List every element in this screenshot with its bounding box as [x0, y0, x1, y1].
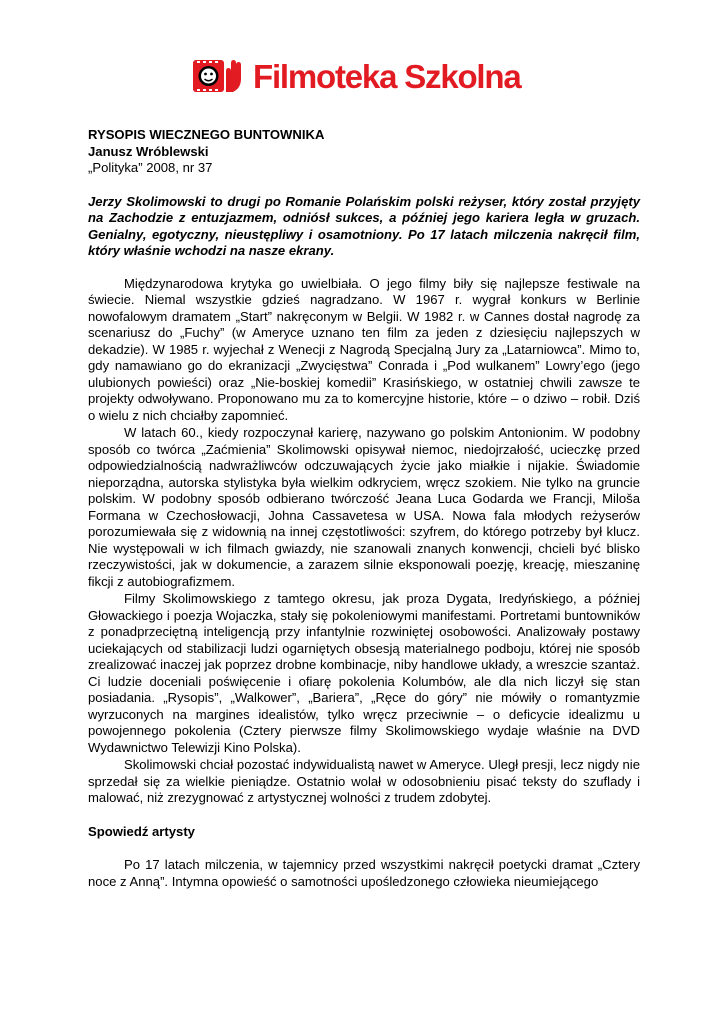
body-paragraph: Międzynarodowa krytyka go uwielbiała. O jego filmy biły się najlepsze festiwale na świecie. Niemal wszystkie gdzieś nagradzano. W 1967 r. wygrał konkurs w Berlinie nowofalowym dramatem „Start” nakręconym w Belgii. W 1982 r. w Cannes dostał nagrodę za scenariusz do „Fuchy” (w Ameryce uznano ten film za jeden z dziesięciu najlepszych w dekadzie). W 1985 r. wyjechał z Wenecji z Nagrodą Specjalną Jury za „Latarniowca”. Mimo to, gdy namawiano go do ekranizacji „Zwycięstwa” Conrada i „Pod wulkanem” Lowry’ego (jego ulubionych powieści) oraz „Nie-boskiej komedii” Krasińskiego, w ostatniej chwili zawsze te projekty odwoływano. Proponowano mu za to komercyjne historie, które – o dziwo – robił. Dziś o wielu z nich chciałby zapomnieć. [88, 275, 640, 423]
filmoteka-logo-mark-icon [193, 57, 251, 95]
header-logo [193, 55, 521, 97]
article [88, 127, 640, 891]
article-body [88, 276, 640, 807]
article-lead: Jerzy Skolimowski to drugi po Romanie Polańskim polski reżyser, który został przyjęty na Zachodzie z entuzjazmem, odniósł sukces, a później jego kariera legła w gruzach. Genialny, egotyczny, nieustępliwy i osamotniony. Po 17 latach milczenia nakręcił film, który właśnie wchodzi na nasze ekrany. [88, 193, 640, 258]
body-paragraph: Skolimowski chciał pozostać indywidualistą nawet w Ameryce. Uległ presji, lecz nigdy nie sprzedał się za wielkie pieniądze. Ostatnio wolał w odosobnieniu pisać teksty do szuflady i malować, niż zrezygnować z artystycznej wolności z trudem zdobytej. [88, 757, 640, 805]
section-heading: Spowiedź artysty [88, 823, 195, 839]
body-paragraph: Filmy Skolimowskiego z tamtego okresu, jak proza Dygata, Iredyńskiego, a później Głowackiego i poezja Wojaczka, stały się pokoleniowymi manifestami. Portretami buntowników z ponadprzeciętną inteligencją przy infantylnie rozwiniętej osobowości. Analizowały postawy uciekających od stabilizacji ludzi ogarniętych obsesją materialnego podboju, której nie sposób zrealizować inaczej jak poprzez drobne kombinacje, niby handlowe układy, a wreszcie szantaż. Ci ludzie doceniali poświęcenie i ofiarę pokolenia Kolumbów, ale dla nich liczył się stan posiadania. „Rysopis”, „Walkower”, „Bariera”, „Ręce do góry” nie mówiły o romantyzmie wyrzuconych na margines idealistów, tylko wręcz przeciwnie – o deficycie idealizmu u powojennego pokolenia (Cztery pierwsze filmy Skolimowskiego wydaje właśnie na DVD Wydawnictwo Telewizji Kino Polska). [88, 591, 640, 755]
article-title: RYSOPIS WIECZNEGO BUNTOWNIKA [88, 127, 325, 142]
article-author: Janusz Wróblewski [88, 143, 209, 159]
body-paragraph: W latach 60., kiedy rozpoczynał karierę, nazywano go polskim Antonionim. W podobny sposób co twórca „Zaćmienia” Skolimowski opisywał niemoc, niedojrzałość, ucieczkę przed odpowiedzialnością nadwrażliwców odczuwających życie jako miałkie i nijakie. Świadomie nieporządna, autorska stylistyka była wielkim odkryciem, wręcz szokiem. Nie tylko na gruncie polskim. W podobny sposób odbierano twórczość Jeana Luca Godarda we Francji, Miloša Formana w Czechosłowacji, Johna Cassavetesa w USA. Nowa fala młodych reżyserów porozumiewała się z widownią na innej częstotliwości: szyfrem, do którego potrzeby był klucz. Nie występowali w ich filmach gwiazdy, nie szanowali znanych konwencji, chcieli być blisko rzeczywistości, jak w dokumencie, a zarazem silnie eksponowali poezję, kreację, mieszaninę fikcji z autobiografizmem. [88, 425, 640, 589]
logo-text: Filmoteka Szkolna [253, 57, 521, 95]
section-paragraph: Po 17 latach milczenia, w tajemnicy przed wszystkimi nakręcił poetycki dramat „Cztery noce z Anną”. Intymna opowieść o samotności upośledzonego człowieka nieumiejącego [88, 857, 640, 889]
article-source: „Polityka” 2008, nr 37 [88, 160, 213, 175]
